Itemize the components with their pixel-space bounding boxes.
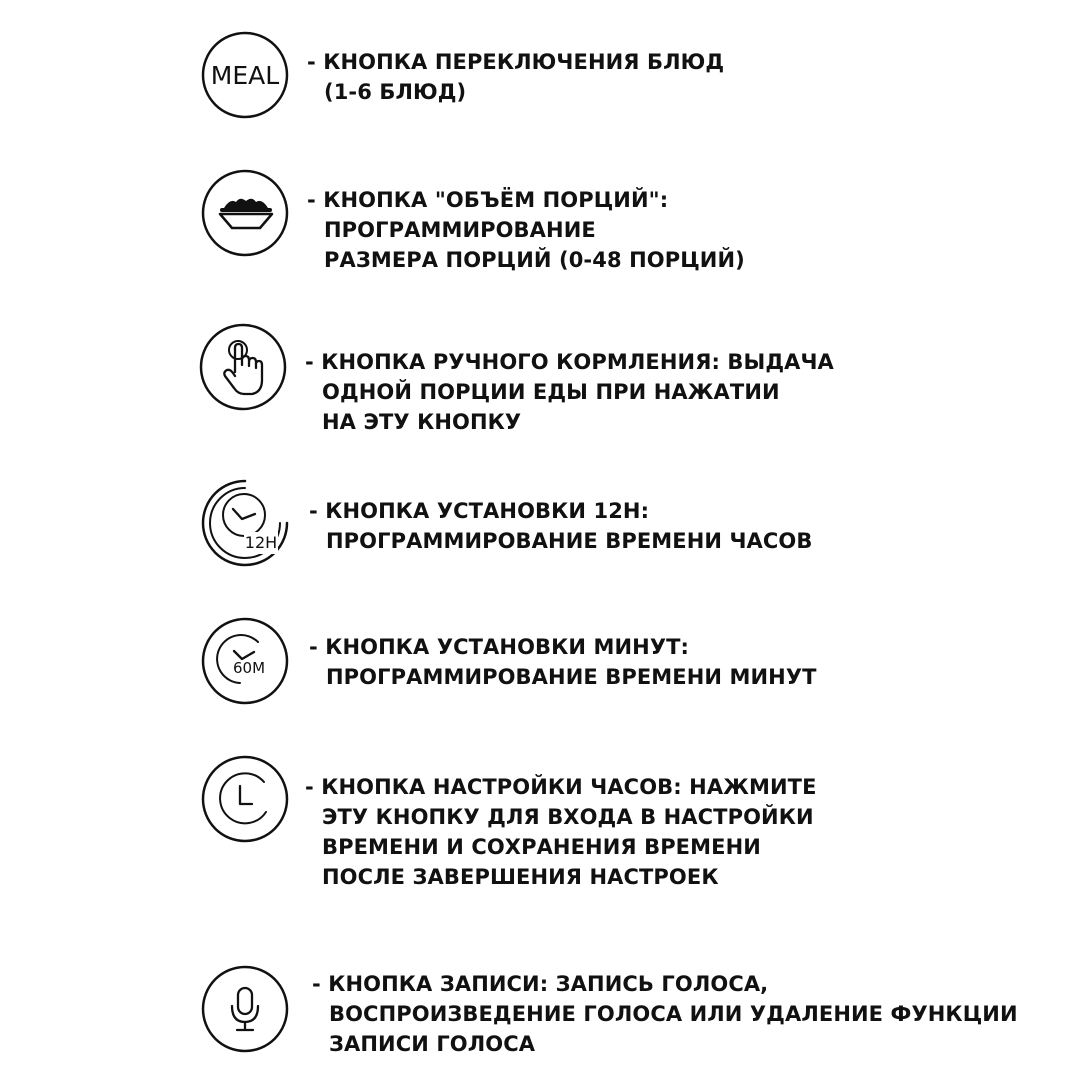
- description-line: - КНОПКА НАСТРОЙКИ ЧАСОВ: НАЖМИТЕ: [305, 775, 817, 799]
- description-line: ПРОГРАММИРОВАНИЕ: [324, 218, 596, 242]
- hand-press-icon: [198, 322, 288, 412]
- clock-12h-icon: [200, 478, 290, 568]
- description-line: - КНОПКА УСТАНОВКИ МИНУТ:: [309, 635, 690, 659]
- meal-button-description: [307, 47, 724, 107]
- description-line: ВОСПРОИЗВЕДЕНИЕ ГОЛОСА ИЛИ УДАЛЕНИЕ ФУНКЦИИ: [329, 1002, 1018, 1026]
- bowl-icon: [200, 168, 290, 258]
- description-line: - КНОПКА РУЧНОГО КОРМЛЕНИЯ: ВЫДАЧА: [305, 350, 834, 374]
- manual-feed-button-description: [305, 347, 834, 437]
- description-line: ВРЕМЕНИ И СОХРАНЕНИЯ ВРЕМЕНИ: [322, 835, 761, 859]
- meal-icon-label: MEAL: [210, 61, 280, 90]
- description-line: ПОСЛЕ ЗАВЕРШЕНИЯ НАСТРОЕК: [322, 865, 719, 889]
- clock-60m-icon: [200, 616, 290, 706]
- description-line: РАЗМЕРА ПОРЦИЙ (0-48 ПОРЦИЙ): [324, 248, 745, 272]
- clock-12h-label: 12H: [244, 533, 278, 552]
- hours-button-description: [309, 496, 812, 556]
- description-line: ПРОГРАММИРОВАНИЕ ВРЕМЕНИ ЧАСОВ: [326, 529, 813, 553]
- description-line: - КНОПКА УСТАНОВКИ 12H:: [309, 499, 650, 523]
- description-line: ЗАПИСИ ГОЛОСА: [329, 1032, 536, 1056]
- microphone-icon: [200, 964, 290, 1054]
- record-button-description: [312, 969, 1018, 1059]
- clock-settings-button-description: [305, 772, 817, 892]
- description-line: НА ЭТУ КНОПКУ: [322, 410, 522, 434]
- description-line: ПРОГРАММИРОВАНИЕ ВРЕМЕНИ МИНУТ: [326, 665, 817, 689]
- description-line: ЭТУ КНОПКУ ДЛЯ ВХОДА В НАСТРОЙКИ: [322, 805, 814, 829]
- minutes-button-description: [309, 632, 817, 692]
- portion-button-description: [307, 185, 745, 275]
- description-line: ОДНОЙ ПОРЦИИ ЕДЫ ПРИ НАЖАТИИ: [322, 380, 780, 404]
- description-line: - КНОПКА ПЕРЕКЛЮЧЕНИЯ БЛЮД: [307, 50, 725, 74]
- description-line: (1-6 БЛЮД): [324, 80, 467, 104]
- clock-settings-icon: [200, 754, 290, 844]
- meal-icon: [200, 30, 290, 120]
- description-line: - КНОПКА "ОБЪЁМ ПОРЦИЙ":: [307, 188, 669, 212]
- clock-60m-label: 60M: [232, 659, 266, 677]
- description-line: - КНОПКА ЗАПИСИ: ЗАПИСЬ ГОЛОСА,: [312, 972, 769, 996]
